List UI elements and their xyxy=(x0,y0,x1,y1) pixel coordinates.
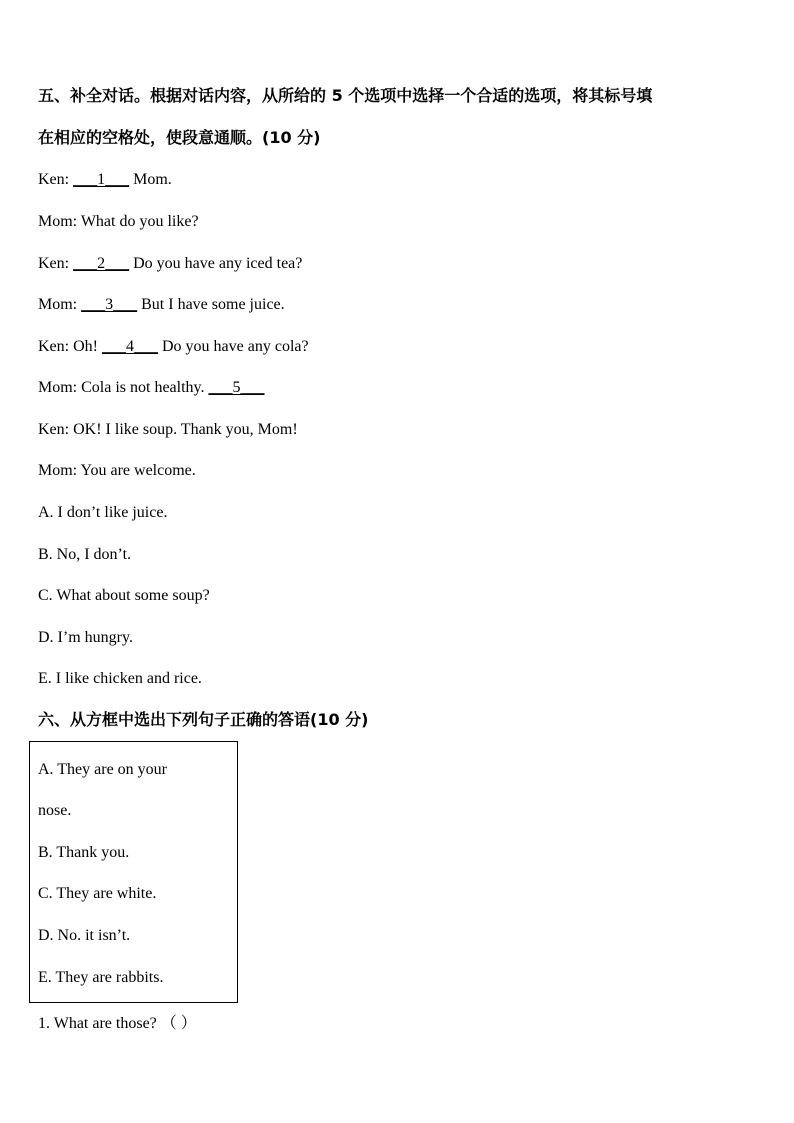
answer-blank-5: ___5___ xyxy=(208,379,265,396)
answer-blank-4: ___4___ xyxy=(101,338,158,355)
dialogue-line-6: Mom: Cola is not healthy. ___5___ xyxy=(38,379,265,396)
dialogue-line-2: Mom: What do you like? xyxy=(38,213,199,230)
box-option-d: D. No. it isn’t. xyxy=(38,927,131,944)
box-option-a: A. They are on your xyxy=(38,761,167,778)
box-option-a-cont: nose. xyxy=(38,802,72,819)
answer-blank-1: ___1___ xyxy=(73,171,130,188)
section6-title: 六、从方框中选出下列句子正确的答语(10 分) xyxy=(38,710,369,729)
option-e: E. I like chicken and rice. xyxy=(38,670,202,687)
dialogue-line-7: Ken: OK! I like soup. Thank you, Mom! xyxy=(38,421,298,438)
option-a: A. I don’t like juice. xyxy=(38,504,168,521)
answer-blank-3: ___3___ xyxy=(81,296,138,313)
dialogue-line-1: Ken: ___1___ Mom. xyxy=(38,171,172,188)
box-option-c: C. They are white. xyxy=(38,885,157,902)
dialogue-line-3: Ken: ___2___ Do you have any iced tea? xyxy=(38,255,303,272)
option-c: C. What about some soup? xyxy=(38,587,210,604)
box-option-b: B. Thank you. xyxy=(38,844,130,861)
question-1: 1. What are those? （ ） xyxy=(38,1015,197,1032)
dialogue-line-8: Mom: You are welcome. xyxy=(38,462,196,479)
answer-blank-2: ___2___ xyxy=(73,255,130,272)
section5-title-line2: 在相应的空格处，使段意通顺。(10 分) xyxy=(38,128,321,147)
dialogue-line-5: Ken: Oh! ___4___ Do you have any cola? xyxy=(38,338,309,355)
box-option-e: E. They are rabbits. xyxy=(38,969,164,986)
section5-title-line1: 五、补全对话。根据对话内容，从所给的 5 个选项中选择一个合适的选项，将其标号填 xyxy=(38,86,653,105)
option-b: B. No, I don’t. xyxy=(38,546,132,563)
option-d: D. I’m hungry. xyxy=(38,629,133,646)
dialogue-line-4: Mom: ___3___ But I have some juice. xyxy=(38,296,285,313)
answer-options-box xyxy=(29,741,238,1003)
